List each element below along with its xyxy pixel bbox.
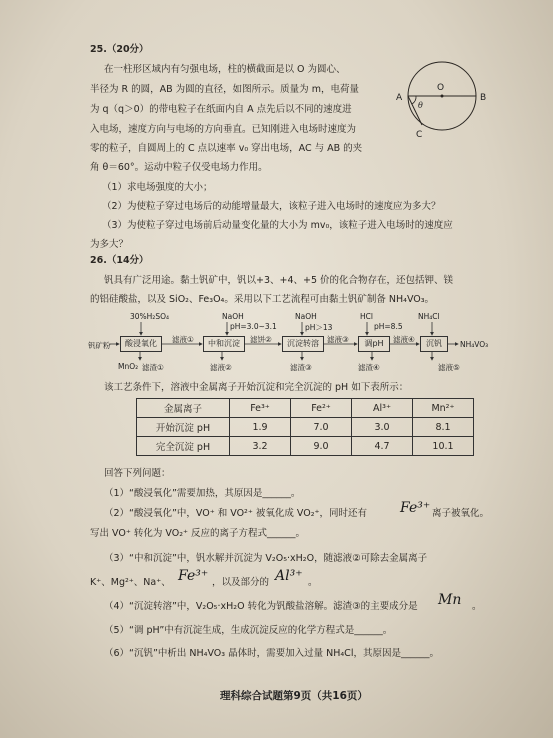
bottom-residue-3: 滤渣③ bbox=[290, 363, 312, 372]
table-header-cell: Al³⁺ bbox=[352, 399, 413, 418]
ph-table bbox=[136, 398, 474, 456]
table-cell: 1.9 bbox=[230, 418, 291, 437]
table-cell: 完全沉淀 pH bbox=[137, 437, 230, 456]
q26-header: 26.（14分） bbox=[90, 255, 149, 266]
table-cell: 开始沉淀 pH bbox=[137, 418, 230, 437]
label-O: O bbox=[437, 83, 445, 93]
bottom-residue-4: 滤渣④ bbox=[358, 363, 380, 372]
question-4: （4）“沉淀转溶”中，V₂O₅·xH₂O 转化为钒酸盐溶解。滤渣③的主要成分是 bbox=[104, 601, 418, 612]
answer-prompt: 回答下列问题： bbox=[104, 468, 171, 479]
bottom-filtrate-2: 滤液② bbox=[210, 363, 232, 372]
q25-header: 25.（20分） bbox=[90, 44, 149, 55]
reagent-hcl: HCl bbox=[360, 312, 373, 321]
question-2-cont: 离子被氧化。 bbox=[432, 508, 490, 519]
handwritten-answer: Mn bbox=[438, 592, 462, 608]
q25-sub3: （3）为使粒子穿过电场前后动量变化量的大小为 mv₀，该粒子进入电场时的速度应 bbox=[102, 220, 453, 231]
filtercake-2: 滤饼② bbox=[250, 335, 272, 344]
table-row bbox=[137, 399, 474, 418]
table-header-cell: Mn²⁺ bbox=[413, 399, 474, 418]
product-label: NH₄VO₃ bbox=[460, 340, 489, 349]
condition-ph1: pH=3.0~3.1 bbox=[230, 322, 277, 331]
handwritten-answer: Fe³⁺ bbox=[178, 568, 209, 584]
q25-line: 半径为 R 的圆，AB 为圆的直径，如图所示。质量为 m，电荷量 bbox=[90, 84, 359, 95]
q25-line: 入电场，速度方向与电场的方向垂直。已知刚进入电场时速度为 bbox=[90, 124, 357, 135]
q26-intro: 钒具有广泛用途。黏土钒矿中，钒以+3、+4、+5 价的化合物存在，还包括钾、镁 bbox=[104, 275, 454, 286]
table-cell: 3.0 bbox=[352, 418, 413, 437]
label-A: A bbox=[396, 93, 403, 103]
condition-ph2: pH＞13 bbox=[305, 323, 333, 332]
question-3-part: ，以及部分的 bbox=[212, 577, 270, 588]
step-acid-leach: 酸浸氧化 bbox=[120, 336, 162, 352]
table-cell: 8.1 bbox=[413, 418, 474, 437]
filtrate-1: 滤液① bbox=[172, 335, 194, 344]
question-6: （6）“沉钒”中析出 NH₄VO₃ 晶体时，需要加入过量 NH₄Cl，其原因是______。 bbox=[104, 648, 439, 659]
step-adjust-ph: 调pH bbox=[358, 336, 390, 352]
q25-sub1: （1）求电场强度的大小； bbox=[102, 182, 213, 193]
q26-intro: 的铝硅酸盐，以及 SiO₂、Fe₃O₄。采用以下工艺流程可由黏土钒矿制备 NH₄VO₃。 bbox=[90, 294, 435, 305]
table-header-cell: Fe³⁺ bbox=[230, 399, 291, 418]
step-neutralize: 中和沉淀 bbox=[203, 336, 245, 352]
handwritten-answer: Al³⁺ bbox=[275, 568, 303, 584]
feed-label: 钒矿粉 bbox=[88, 341, 111, 350]
question-3-end: 。 bbox=[308, 577, 318, 588]
q25-line: 角 θ＝60°。运动中粒子仅受电场力作用。 bbox=[90, 162, 268, 173]
bottom-filtrate-5: 滤液⑤ bbox=[438, 363, 460, 372]
handwritten-answer: Fe³⁺ bbox=[400, 500, 431, 516]
table-cell: 4.7 bbox=[352, 437, 413, 456]
reagent-naoh-2: NaOH bbox=[295, 312, 317, 321]
page-footer: 理科综合试题第9页（共16页） bbox=[220, 690, 368, 702]
table-intro: 该工艺条件下，溶液中金属离子开始沉淀和完全沉淀的 pH 如下表所示： bbox=[104, 382, 409, 393]
label-B: B bbox=[480, 93, 487, 103]
question-2-equation: 写出 VO⁺ 转化为 VO₂⁺ 反应的离子方程式______。 bbox=[90, 528, 306, 539]
question-2: （2）“酸浸氧化”中，VO⁺ 和 VO²⁺ 被氧化成 VO₂⁺，同时还有 bbox=[104, 508, 368, 519]
q25-line: 在一柱形区域内有匀强电场，柱的横截面是以 O 为圆心、 bbox=[104, 64, 346, 75]
label-C: C bbox=[416, 130, 423, 140]
q25-line: 零的粒子，自圆周上的 C 点以速率 v₀ 穿出电场，AC 与 AB 的夹 bbox=[90, 143, 363, 154]
label-theta: θ bbox=[418, 101, 423, 110]
filtrate-4: 滤液④ bbox=[393, 335, 415, 344]
table-cell: 9.0 bbox=[291, 437, 352, 456]
reagent-nh4cl: NH₄Cl bbox=[418, 312, 440, 321]
table-cell: 10.1 bbox=[413, 437, 474, 456]
q25-line: 为 q（q＞0）的带电粒子在纸面内自 A 点先后以不同的速度进 bbox=[90, 104, 352, 115]
table-row bbox=[137, 418, 474, 437]
bottom-residue-1: 滤渣① bbox=[142, 363, 164, 372]
q25-sub2: （2）为使粒子穿过电场后的动能增量最大，该粒子进入电场时的速度应为多大？ bbox=[102, 201, 441, 212]
table-cell: 7.0 bbox=[291, 418, 352, 437]
condition-ph3: pH=8.5 bbox=[374, 322, 403, 331]
table-header-cell: Fe²⁺ bbox=[291, 399, 352, 418]
bottom-mno2: MnO₂ bbox=[118, 362, 139, 371]
question-5: （5）“调 pH”中有沉淀生成，生成沉淀反应的化学方程式是______。 bbox=[104, 625, 393, 636]
question-3: （3）“中和沉淀”中，钒水解并沉淀为 V₂O₅·xH₂O，随滤液②可除去金属离子 bbox=[104, 553, 428, 564]
step-redissolve: 沉淀转溶 bbox=[282, 336, 324, 352]
reagent-h2so4: 30%H₂SO₄ bbox=[130, 312, 169, 321]
reagent-naoh-1: NaOH bbox=[222, 312, 244, 321]
step-precipitate-v: 沉钒 bbox=[420, 336, 448, 352]
table-cell: 3.2 bbox=[230, 437, 291, 456]
filtrate-3: 滤液③ bbox=[327, 335, 349, 344]
question-4-end: 。 bbox=[472, 601, 482, 612]
question-1: （1）“酸浸氧化”需要加热，其原因是______。 bbox=[104, 488, 301, 499]
q25-sub3-cont: 为多大？ bbox=[90, 239, 129, 250]
table-row bbox=[137, 437, 474, 456]
question-3-ions: K⁺、Mg²⁺、Na⁺、 bbox=[90, 577, 171, 588]
table-header-cell: 金属离子 bbox=[137, 399, 230, 418]
